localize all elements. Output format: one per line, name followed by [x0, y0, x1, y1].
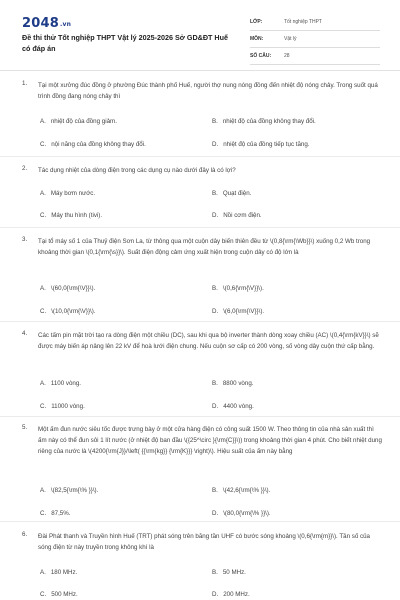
- option-label: C.: [40, 212, 47, 219]
- meta-key: MÔN:: [250, 36, 264, 42]
- option-text: Máy thu hình (tivi).: [51, 212, 103, 219]
- option-a[interactable]: [40, 487, 98, 494]
- question-divider: [0, 321, 400, 322]
- question-text: Tại một xưởng đúc đồng ở phường Đúc thành phố Huế, người thợ nung nóng đồng đến nhiệt độ nóng chảy. Trong suốt quá trình đồng đang nóng chảy thì: [38, 82, 378, 100]
- option-label: D.: [212, 403, 219, 410]
- option-c[interactable]: [40, 212, 102, 219]
- option-a[interactable]: [40, 569, 77, 576]
- option-a[interactable]: [40, 118, 117, 125]
- option-text: nhiệt độ của đồng tiếp tục tăng.: [223, 141, 310, 148]
- option-text: 200 MHz.: [223, 591, 250, 598]
- option-c[interactable]: [40, 403, 85, 410]
- option-label: A.: [40, 380, 46, 387]
- option-text: 8800 vòng.: [222, 380, 254, 387]
- option-label: C.: [40, 510, 47, 517]
- option-d[interactable]: [212, 141, 310, 148]
- question-text: Các tấm pin mặt trời tạo ra dòng điện một chiều (DC), sau khi qua bộ inverter thành dòng xoay chiều (AC) \(0,4{\rm{kV}}\) sẽ được máy biến áp nâng lên 22 kV để hoà lưới điện chung. Nếu cuộn sơ cấp có 200 vòng, số vòng dây cuộn thứ cấp bằng.: [38, 332, 379, 350]
- option-text: 87,5%.: [51, 510, 71, 517]
- option-text: \(60,0{\rm{\V}}\).: [50, 285, 96, 292]
- option-label: B.: [212, 190, 218, 197]
- option-d[interactable]: [212, 308, 264, 315]
- question-divider: [0, 521, 400, 522]
- option-b[interactable]: [212, 118, 316, 125]
- option-d[interactable]: [212, 403, 254, 410]
- option-c[interactable]: [40, 308, 96, 315]
- option-label: C.: [40, 403, 47, 410]
- option-c[interactable]: [40, 510, 70, 517]
- question-number: 5.: [22, 424, 28, 431]
- question-text: Một ấm đun nước siêu tốc được trưng bày ở một cửa hàng điện có công suất 1500 W. Theo thông tin của nhà sản xuất thì ấm này có thể đun sôi 1 lít nước (ở nhiệt độ ban đầu \({25^\circ }{\rm{C}}\)) trong khoảng thời gian 4 phút. Cho biết nhiệt dung riêng của nước là \(4200{\rm{J}}/\left( {{\rm{kg}} {\rm{K}}} \right)\). Hiệu suất của ấm này bằng: [38, 426, 382, 455]
- option-b[interactable]: [212, 487, 270, 494]
- option-label: D.: [212, 212, 219, 219]
- exam-title: Đề thi thử Tốt nghiệp THPT Vật lý 2025-2026 Sở GD&ĐT Huế có đáp án: [22, 33, 229, 53]
- option-label: A.: [40, 118, 46, 125]
- option-label: D.: [212, 308, 219, 315]
- option-text: nhiệt độ của đồng giảm.: [50, 118, 117, 125]
- option-label: A.: [40, 285, 46, 292]
- question-text: Tại tổ máy số 1 của Thuỷ điện Sơn La, từ thông qua một cuộn dây biến thiên đều từ \(0,8{\rm{\Wb}}\) xuống 0,2 Wb trong khoảng thời gian \(0,1{\rm{\s}}\). Suất điện động cảm ứng xuất hiện trong cuộn dây có độ lớn là: [38, 238, 371, 256]
- option-label: A.: [40, 190, 46, 197]
- option-d[interactable]: [212, 510, 271, 517]
- question-divider: [0, 156, 400, 157]
- option-a[interactable]: [40, 380, 81, 387]
- question-number: 4.: [22, 330, 28, 337]
- option-label: D.: [212, 591, 219, 598]
- site-logo[interactable]: [22, 16, 71, 31]
- meta-row-class: [250, 14, 380, 31]
- question-number: 1.: [22, 80, 28, 87]
- option-b[interactable]: [212, 380, 253, 387]
- option-text: \(6,0{\rm{\V}}\).: [223, 308, 265, 315]
- option-label: B.: [212, 569, 218, 576]
- option-d[interactable]: [212, 591, 250, 598]
- option-c[interactable]: [40, 591, 78, 598]
- exam-meta-table: [250, 14, 380, 65]
- option-label: C.: [40, 308, 47, 315]
- option-label: B.: [212, 487, 218, 494]
- option-label: B.: [212, 285, 218, 292]
- option-label: D.: [212, 141, 219, 148]
- option-text: \(10,0{\rm{\V}}\).: [51, 308, 96, 315]
- option-label: A.: [40, 569, 46, 576]
- meta-key: LỚP:: [250, 19, 263, 25]
- option-c[interactable]: [40, 141, 146, 148]
- option-text: Máy bơm nước.: [50, 190, 96, 197]
- option-label: B.: [212, 380, 218, 387]
- meta-value: Vật lý: [284, 36, 297, 42]
- option-text: Quạt điện.: [222, 190, 252, 197]
- option-text: 4400 vòng.: [223, 403, 254, 410]
- option-text: \(80,0{\rm{\% }}\).: [223, 510, 271, 517]
- question-divider: [0, 416, 400, 417]
- question-number: 2.: [22, 165, 28, 172]
- option-text: nội năng của đồng không thay đổi.: [51, 141, 146, 148]
- header-divider: [0, 70, 400, 71]
- option-text: 50 MHz.: [222, 569, 246, 576]
- option-text: 1100 vòng.: [50, 380, 82, 387]
- option-text: 180 MHz.: [50, 569, 78, 576]
- option-label: B.: [212, 118, 218, 125]
- option-a[interactable]: [40, 190, 95, 197]
- option-label: D.: [212, 510, 219, 517]
- option-b[interactable]: [212, 190, 251, 197]
- option-label: C.: [40, 591, 47, 598]
- option-label: C.: [40, 141, 47, 148]
- question-number: 6.: [22, 531, 28, 538]
- option-text: nhiệt độ của đồng không thay đổi.: [222, 118, 316, 125]
- meta-key: SỐ CÂU:: [250, 53, 272, 59]
- option-text: 11000 vòng.: [51, 403, 85, 410]
- option-text: \(42,6{\rm{\% }}\).: [222, 487, 271, 494]
- question-text: Tác dụng nhiệt của dòng điện trong các dụng cụ nào dưới đây là có lợi?: [38, 167, 236, 174]
- option-b[interactable]: [212, 285, 264, 292]
- page-header: [0, 0, 400, 70]
- option-label: A.: [40, 487, 46, 494]
- option-text: 500 MHz.: [51, 591, 78, 598]
- question-divider: [0, 227, 400, 228]
- logo-text: 2048: [22, 16, 59, 31]
- option-a[interactable]: [40, 285, 95, 292]
- question-number: 3.: [22, 236, 28, 243]
- meta-value: 28: [284, 53, 290, 59]
- logo-suffix: .vn: [59, 21, 72, 28]
- question-text: Đài Phát thanh và Truyền hình Huế (TRT) phát sóng trên băng tần UHF có bước sóng khoảng \(0,6{\rm{m}}\). Tần số của sóng điện từ này truyền trong không khí là: [38, 533, 370, 551]
- option-text: \(0,6{\rm{\V}}\).: [222, 285, 264, 292]
- meta-row-count: [250, 48, 380, 65]
- meta-value: Tốt nghiệp THPT: [284, 19, 322, 25]
- option-d[interactable]: [212, 212, 262, 219]
- option-text: Nồi cơm điện.: [223, 212, 262, 219]
- option-b[interactable]: [212, 569, 246, 576]
- meta-row-subject: [250, 31, 380, 48]
- option-text: \(82,5{\rm{\% }}\).: [50, 487, 99, 494]
